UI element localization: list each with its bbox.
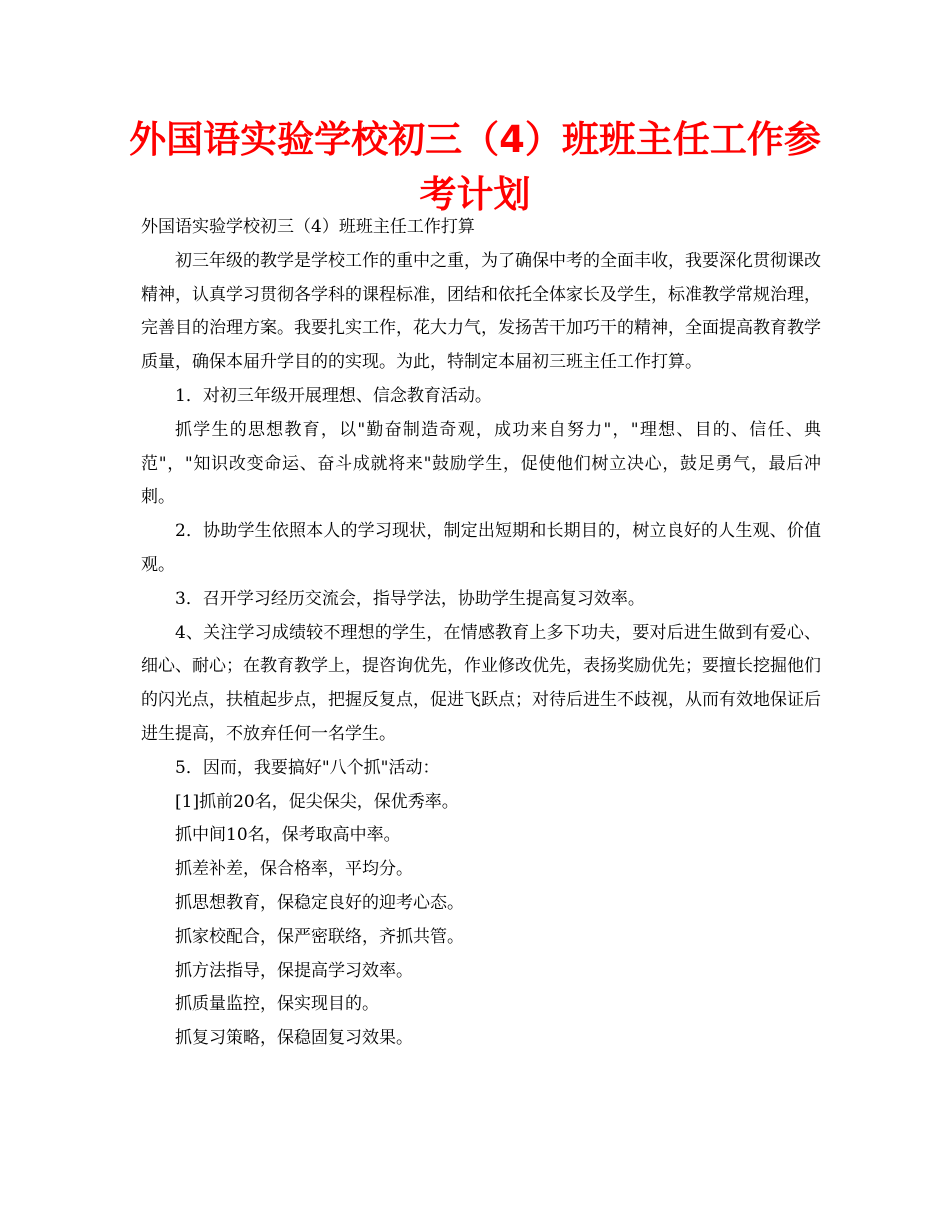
paragraph-item-5: 5．因而，我要搞好"八个抓"活动：: [175, 757, 440, 778]
list-item: [1]抓前20名，促尖保尖，保优秀率。: [175, 791, 459, 812]
list-item: 抓方法指导，保提高学习效率。: [175, 960, 413, 981]
document-body: [141, 211, 821, 1056]
list-item: 抓中间10名，保考取高中率。: [175, 825, 401, 846]
list-item: 抓思想教育，保稳定良好的迎考心态。: [175, 892, 464, 913]
document-title: 外国语实验学校初三（4）班班主任工作参考计划: [129, 118, 821, 216]
paragraph-item-1: 1．对初三年级开展理想、信念教育活动。: [175, 385, 492, 406]
paragraph-item-1-detail: 抓学生的思想教育，以"勤奋制造奇观，成功来自努力"，"理想、目的、信任、典范"，"知识改变命运、奋斗成就将来"鼓励学生，促使他们树立决心，鼓足勇气，最后冲刺。: [141, 419, 821, 508]
list-item: 抓复习策略，保稳固复习效果。: [175, 1028, 413, 1049]
list-item: 抓差补差，保合格率，平均分。: [175, 859, 413, 880]
paragraph-intro: 初三年级的教学是学校工作的重中之重，为了确保中考的全面丰收，我要深化贯彻课改精神，认真学习贯彻各学科的课程标准，团结和依托全体家长及学生，标准教学常规治理，完善目的治理方案。我要扎实工作，花大力气，发扬苦干加巧干的精神，全面提高教育教学质量，确保本届升学目的的实现。为此，特制定本届初三班主任工作打算。: [141, 250, 821, 373]
paragraph-item-4: 4、关注学习成绩较不理想的学生，在情感教育上多下功夫，要对后进生做到有爱心、细心、耐心；在教育教学上，提咨询优先，作业修改优先，表扬奖励优先；要擅长挖掘他们的闪光点，扶植起步点，把握反复点，促进飞跃点；对待后进生不歧视，从而有效地保证后进生提高，不放弃任何一名学生。: [141, 622, 821, 744]
list-item: 抓质量监控，保实现目的。: [175, 994, 379, 1015]
document-subtitle: 外国语实验学校初三（4）班班主任工作打算: [141, 217, 475, 237]
paragraph-item-3: 3．召开学习经历交流会，指导学法，协助学生提高复习效率。: [175, 588, 645, 609]
list-item: 抓家校配合，保严密联络，齐抓共管。: [175, 926, 464, 947]
paragraph-item-2: 2．协助学生依照本人的学习现状，制定出短期和长期目的，树立良好的人生观、价值观。: [141, 521, 821, 575]
